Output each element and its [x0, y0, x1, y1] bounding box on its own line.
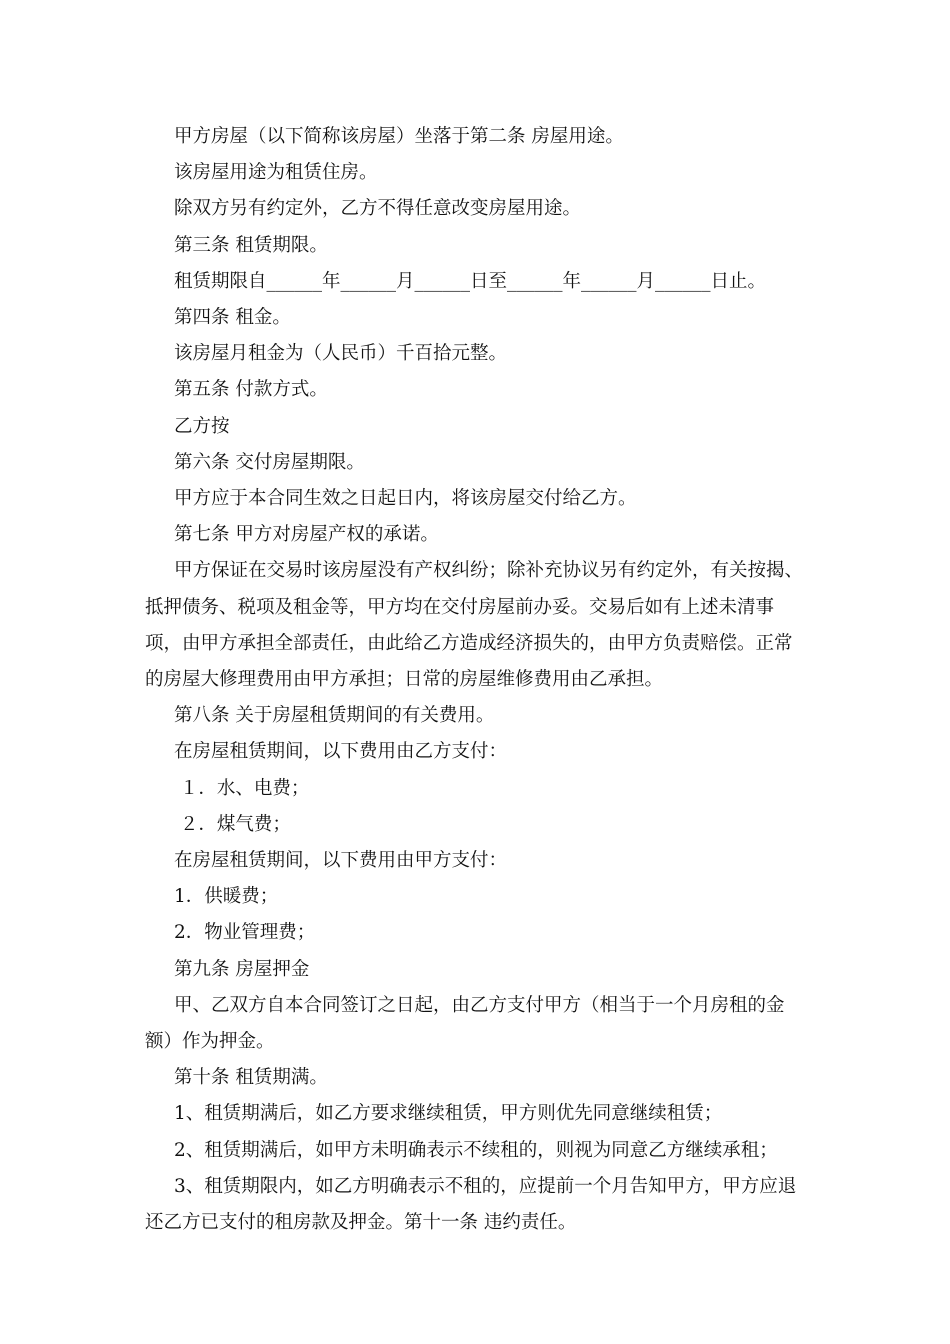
- article-6-heading: 第六条 交付房屋期限。: [174, 451, 365, 473]
- list-item: 1．供暖费；: [174, 886, 279, 908]
- paragraph-renewal-1: 1、租赁期满后，如乙方要求继续租赁，甲方则优先同意继续租赁；: [174, 1103, 723, 1125]
- paragraph-renewal-2: 2、租赁期满后，如甲方未明确表示不续租的，则视为同意乙方继续承租；: [174, 1139, 778, 1161]
- paragraph-rent-amount: 该房屋月租金为（人民币）千百拾元整。: [174, 343, 508, 365]
- article-10-heading: 第十条 租赁期满。: [174, 1067, 328, 1089]
- paragraph-renewal-3: 3、租赁期限内，如乙方明确表示不租的，应提前一个月告知甲方，甲方应退还乙方已支付的租房款及押金。第十一条 违约责任。: [145, 1175, 797, 1234]
- paragraph-landlord-fees-intro: 在房屋租赁期间，以下费用由甲方支付：: [174, 850, 508, 872]
- paragraph-delivery: 甲方应于本合同生效之日起日内，将该房屋交付给乙方。: [174, 488, 637, 510]
- paragraph-tenant-fees-intro: 在房屋租赁期间，以下费用由乙方支付：: [174, 741, 508, 763]
- paragraph-deposit: 甲、乙双方自本合同签订之日起，由乙方支付甲方（相当于一个月房租的金额）作为押金。: [145, 994, 785, 1053]
- paragraph-property-location: 甲方房屋（以下简称该房屋）坐落于第二条 房屋用途。: [174, 126, 624, 147]
- paragraph-usage: 该房屋用途为租赁住房。: [174, 162, 378, 184]
- paragraph-title-guarantee: 甲方保证在交易时该房屋没有产权纠纷；除补充协议另有约定外，有关按揭、抵押债务、税项及租金等，甲方均在交付房屋前办妥。交易后如有上述未清事项，由甲方承担全部责任，由此给乙方造成经济损失的，由甲方负责赔偿。正常的房屋大修理费用由甲方承担；日常的房屋维修费用由乙承担。: [145, 560, 804, 691]
- contract-body: [145, 119, 805, 1241]
- paragraph-lease-term: 租赁期限自______年______月______日至______年______月______日止。: [174, 270, 767, 292]
- article-4-heading: 第四条 租金。: [174, 307, 291, 329]
- article-9-heading: 第九条 房屋押金: [174, 958, 310, 980]
- list-item: 2．物业管理费；: [174, 922, 316, 944]
- article-7-heading: 第七条 甲方对房屋产权的承诺。: [174, 524, 439, 546]
- article-3-heading: 第三条 租赁期限。: [174, 234, 328, 256]
- paragraph-payment-method: 乙方按: [174, 415, 230, 437]
- paragraph-usage-restriction: 除双方另有约定外，乙方不得任意改变房屋用途。: [174, 198, 582, 220]
- list-item: ２．煤气费；: [174, 813, 291, 835]
- list-item: １．水、电费；: [174, 777, 310, 799]
- article-8-heading: 第八条 关于房屋租赁期间的有关费用。: [174, 705, 495, 727]
- article-5-heading: 第五条 付款方式。: [174, 379, 328, 401]
